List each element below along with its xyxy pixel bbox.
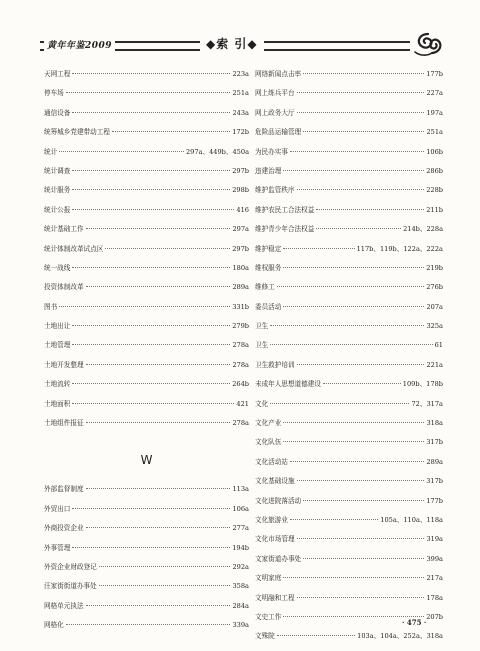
index-entry [44, 378, 249, 397]
entry-page: 278a [232, 360, 249, 369]
index-entry [44, 243, 249, 262]
dot-leader [297, 112, 425, 113]
index-entry [44, 87, 249, 106]
entry-term: 文化市场管理 [255, 535, 295, 544]
entry-term: 统一战线 [44, 263, 71, 272]
entry-page: 297b [232, 244, 249, 253]
entry-page: 278a [232, 341, 249, 350]
entry-page: 416 [236, 205, 249, 214]
entry-page: 105a、110a、118a [380, 515, 443, 524]
dot-leader [59, 306, 230, 307]
index-entry [255, 436, 443, 455]
index-entry [255, 592, 443, 611]
entry-page: 211b [426, 205, 443, 214]
entry-term: 卫生 [255, 341, 269, 350]
page-number: · 475 · [402, 618, 427, 627]
index-entry [44, 184, 249, 203]
dot-leader [290, 519, 378, 520]
entry-term: 为民办实事 [255, 147, 288, 156]
index-entry [255, 475, 443, 494]
dot-leader [316, 209, 424, 210]
index-entry [255, 398, 443, 417]
entry-term: 网格单元执法 [44, 601, 84, 610]
entry-page: 207b [426, 612, 443, 621]
dot-leader [283, 306, 424, 307]
entry-page: 399a [426, 554, 443, 563]
entry-term: 汪家街街道办事处 [44, 582, 97, 591]
running-header [40, 34, 445, 58]
dot-leader [86, 364, 231, 365]
entry-page: 319a [426, 535, 443, 544]
dot-leader [283, 441, 424, 442]
entry-term: 统计 [44, 147, 58, 156]
entry-page: 289a [426, 457, 443, 466]
index-entry [44, 542, 249, 561]
entry-term: 文史工作 [255, 612, 282, 621]
dot-leader [270, 403, 409, 404]
dot-leader [303, 500, 424, 501]
dot-leader [72, 325, 230, 326]
entry-page: 214b、228a [403, 225, 443, 234]
dot-leader [277, 286, 424, 287]
entry-term: 文化产业 [255, 419, 282, 428]
entry-page: 221a [426, 360, 443, 369]
entry-page: 421 [236, 399, 249, 408]
entry-term: 网络新闻点击率 [255, 70, 302, 78]
entry-term: 天网工程 [44, 70, 71, 78]
entry-term: 统计服务 [44, 186, 71, 195]
dot-leader [303, 73, 424, 74]
dot-leader [290, 461, 425, 462]
dot-leader [66, 624, 231, 625]
dot-leader [86, 527, 231, 528]
entry-page: 219b [426, 263, 443, 272]
entry-page: 292a [232, 562, 249, 571]
entry-page: 177b [426, 496, 443, 505]
index-entry [255, 107, 443, 126]
index-entry [44, 146, 249, 165]
entry-term: 土地管理 [44, 341, 71, 350]
dot-leader [72, 267, 230, 268]
index-entry [44, 223, 249, 242]
entry-term: 维修工 [255, 283, 275, 292]
index-entry [255, 301, 443, 320]
entry-term: 网上练兵平台 [255, 89, 295, 98]
index-entry [44, 68, 249, 87]
dot-leader [72, 383, 230, 384]
entry-page: 278a [232, 419, 249, 428]
entry-term: 统计体制改革试点区 [44, 244, 104, 253]
entry-term: 违建治理 [255, 166, 282, 175]
entry-term: 土地流转 [44, 380, 71, 389]
index-entry [255, 223, 443, 242]
entry-page: 297b [232, 166, 249, 175]
index-entry [255, 165, 443, 184]
entry-page: 251a [232, 89, 249, 98]
dot-leader [59, 151, 184, 152]
index-entry [44, 522, 249, 541]
entry-page: 178a [426, 593, 443, 602]
index-entry [255, 68, 443, 87]
index-entry [255, 359, 443, 378]
index-column-right [255, 68, 443, 650]
index-entry [255, 204, 443, 223]
entry-term: 维护农民工合法权益 [255, 205, 315, 214]
dot-leader [86, 228, 231, 229]
index-entry [255, 514, 443, 533]
entry-page: 72、317a [411, 399, 443, 408]
dot-leader [283, 616, 424, 617]
index-entry [44, 165, 249, 184]
dot-leader [112, 131, 230, 132]
dot-leader [86, 422, 231, 423]
dot-leader [283, 267, 424, 268]
dot-leader [283, 577, 424, 578]
entry-term: 文明家庭 [255, 574, 282, 583]
entry-term: 图书 [44, 302, 58, 311]
dot-leader [66, 92, 231, 93]
dot-leader [277, 635, 355, 636]
index-entry [255, 243, 443, 262]
dot-leader [72, 189, 230, 190]
dot-leader [86, 286, 231, 287]
entry-page: 228b [426, 186, 443, 195]
index-entry [44, 301, 249, 320]
dot-leader [303, 558, 424, 559]
entry-page: 251a [426, 128, 443, 137]
entry-term: 停车场 [44, 89, 64, 98]
entry-page: 317b [426, 477, 443, 486]
entry-page: 103a、104a、252a、318a [357, 632, 443, 641]
dot-leader [86, 488, 231, 489]
entry-term: 外事管理 [44, 543, 71, 552]
dot-leader [316, 228, 401, 229]
entry-term: 维护监管秩序 [255, 186, 295, 195]
dot-leader [297, 480, 425, 481]
entry-term: 外贸出口 [44, 504, 71, 513]
dot-leader [72, 344, 230, 345]
entry-page: 339a [232, 621, 249, 630]
entry-page: 284a [232, 601, 249, 610]
dot-leader [283, 422, 424, 423]
index-entry [255, 146, 443, 165]
entry-term: 文化进院落活动 [255, 496, 302, 505]
entry-term: 文殊院 [255, 632, 275, 641]
entry-page: 207a [426, 302, 443, 311]
book-title: 黄年年鉴2009 [44, 38, 115, 51]
entry-page: 277a [232, 524, 249, 533]
entry-page: 197a [426, 108, 443, 117]
index-entry [255, 126, 443, 145]
entry-page: 286b [426, 166, 443, 175]
index-entry [255, 553, 443, 572]
dot-leader [283, 248, 354, 249]
index-entry [255, 456, 443, 475]
index-entry [255, 281, 443, 300]
entry-page: 223a [232, 70, 249, 78]
index-entry [255, 378, 443, 397]
entry-page: 227a [426, 89, 443, 98]
index-entry [44, 262, 249, 281]
index-entry [44, 398, 249, 417]
entry-term: 维护稳定 [255, 244, 282, 253]
entry-page: 172b [232, 128, 249, 137]
dot-leader [323, 383, 401, 384]
entry-term: 卫生 [255, 322, 269, 331]
entry-term: 通信设备 [44, 108, 71, 117]
dot-leader [297, 189, 425, 190]
entry-term: 维护青少年合法权益 [255, 225, 315, 234]
entry-page: 317b [426, 438, 443, 447]
entry-page: 177b [426, 70, 443, 78]
index-entry [44, 107, 249, 126]
index-entry [255, 184, 443, 203]
entry-term: 网格化 [44, 621, 64, 630]
entry-term: 文化队伍 [255, 438, 282, 447]
index-entry [255, 533, 443, 552]
entry-term: 文化旅游业 [255, 515, 288, 524]
entry-page: 106b [426, 147, 443, 156]
index-entry [255, 495, 443, 514]
index-entry [44, 281, 249, 300]
entry-term: 统筹城乡党建带动工程 [44, 128, 110, 137]
entry-term: 外商投资企业 [44, 524, 84, 533]
dot-leader [72, 547, 230, 548]
entry-page: 243a [232, 108, 249, 117]
index-entry [44, 580, 249, 599]
dot-leader [72, 403, 234, 404]
entry-term: 文家街道办事处 [255, 554, 302, 563]
entry-term: 土地出让 [44, 322, 71, 331]
index-entry [44, 204, 249, 223]
entry-term: 统计调查 [44, 166, 71, 175]
index-entry [44, 619, 249, 638]
entry-term: 土地开发整理 [44, 360, 84, 369]
entry-page: 276b [426, 283, 443, 292]
dot-leader [72, 170, 230, 171]
dot-leader [72, 508, 230, 509]
dot-leader [290, 151, 424, 152]
index-entry [255, 417, 443, 436]
entry-term: 文化 [255, 399, 269, 408]
index-entry [255, 339, 443, 358]
entry-page: 297a [232, 225, 249, 234]
index-entry [255, 572, 443, 591]
dot-leader [297, 538, 425, 539]
entry-page: 194b [232, 543, 249, 552]
index-entry [255, 87, 443, 106]
entry-term: 外部监督制度 [44, 485, 84, 494]
entry-term: 外资企业财政登记 [44, 562, 97, 571]
entry-term: 文明融和工程 [255, 593, 295, 602]
dot-leader [303, 131, 424, 132]
entry-page: 217a [426, 574, 443, 583]
entry-term: 土地组件报征 [44, 419, 84, 428]
index-entry [44, 126, 249, 145]
entry-page: 297a、449b、450a [185, 147, 249, 156]
section-title: ◆索 引◆ [200, 35, 264, 52]
dot-leader [270, 325, 424, 326]
index-entry [44, 339, 249, 358]
dot-leader [297, 597, 425, 598]
entry-page: 279b [232, 322, 249, 331]
index-entry [44, 359, 249, 378]
entry-term: 投资体制改革 [44, 283, 84, 292]
entry-term: 统计基础工作 [44, 225, 84, 234]
entry-page: 331b [232, 302, 249, 311]
dot-leader [270, 344, 432, 345]
index-entry [44, 561, 249, 580]
dot-leader [297, 92, 425, 93]
entry-term: 土地面积 [44, 399, 71, 408]
dot-leader [283, 170, 424, 171]
entry-term: 卫生救护培训 [255, 360, 295, 369]
dot-leader [72, 112, 230, 113]
entry-page: 109b、178b [402, 380, 443, 389]
entry-page: 358a [232, 582, 249, 591]
swirl-logo-icon [411, 30, 445, 58]
section-letter: W [140, 452, 153, 467]
index-entry [44, 503, 249, 522]
dot-leader [99, 585, 231, 586]
entry-term: 文化基础设施 [255, 477, 295, 486]
entry-term: 维权服务 [255, 263, 282, 272]
index-entry [255, 630, 443, 649]
index-entry [44, 417, 249, 436]
index-entry [44, 600, 249, 619]
dot-leader [105, 248, 230, 249]
entry-term: 统计公报 [44, 205, 71, 214]
entry-page: 117b、119b、122a、222a [356, 244, 443, 253]
entry-page: 61 [434, 341, 443, 350]
dot-leader [72, 73, 230, 74]
entry-page: 318a [426, 419, 443, 428]
index-entry [44, 483, 249, 502]
entry-page: 264b [232, 380, 249, 389]
dot-leader [99, 566, 231, 567]
entry-term: 未成年人思想道德建设 [255, 380, 321, 389]
dot-leader [297, 364, 425, 365]
dot-leader [86, 605, 231, 606]
dot-leader [72, 209, 234, 210]
entry-page: 325a [426, 322, 443, 331]
entry-term: 文化活动站 [255, 457, 288, 466]
index-entry [255, 320, 443, 339]
index-entry [44, 320, 249, 339]
entry-term: 危险品运输管理 [255, 128, 302, 137]
entry-page: 289a [232, 283, 249, 292]
entry-page: 298b [232, 186, 249, 195]
entry-term: 委员活动 [255, 302, 282, 311]
entry-page: 180a [232, 263, 249, 272]
index-entry [255, 262, 443, 281]
entry-page: 106a [232, 504, 249, 513]
index-column-left [44, 68, 249, 639]
entry-page: 113a [232, 485, 249, 494]
entry-term: 网上政务大厅 [255, 108, 295, 117]
